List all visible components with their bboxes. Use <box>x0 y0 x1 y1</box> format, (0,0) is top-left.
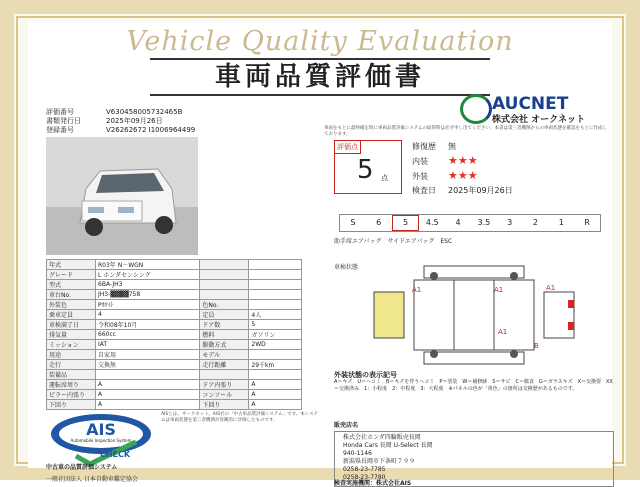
ais-sub: Automobile Inspection System <box>70 438 132 443</box>
legend-block <box>334 372 614 393</box>
damage-mark: A1 <box>494 286 504 294</box>
legend-text: A＝キズ U＝ヘコミ B＝キズを伴うヘコミ P＝塗装 W＝補修跡 S＝サビ C＝腐食 G＝ガラスキズ X＝交換要 XX＝交換済み 1：小程度 2：中程度 3：大程度 ※パネルの色が「黄色」の箇所は交換歴があるものです。 <box>334 379 613 392</box>
spec-value: 660cc <box>96 330 200 340</box>
spec-key: ミッション <box>47 340 96 350</box>
spec-row <box>47 380 302 390</box>
spec-value: A <box>96 380 200 390</box>
scale-step: 4 <box>455 218 461 227</box>
spec-key <box>200 260 249 270</box>
meta-block <box>46 108 195 135</box>
spec-value: 5 <box>249 320 302 330</box>
spec-key: 外装色 <box>47 300 96 310</box>
spec-key: 車検満了日 <box>47 320 96 330</box>
spec-value <box>249 260 302 270</box>
scale-step: 3.5 <box>477 218 491 227</box>
spec-value: 4 <box>96 310 200 320</box>
damage-mark: A1 <box>546 284 556 292</box>
ais-name: AIS <box>86 420 116 439</box>
spec-key: ピラー内張り <box>47 390 96 400</box>
star-icon: ★ <box>457 154 468 167</box>
spec-key: ドア内張り <box>200 380 249 390</box>
scale-step: S <box>350 218 356 227</box>
spec-value: IAT <box>96 340 200 350</box>
seller-tel: 0258-23-7785 <box>343 466 386 473</box>
spec-key <box>200 370 249 380</box>
star-icon: ★ <box>467 169 478 182</box>
spec-key <box>200 290 249 300</box>
seller-fax: 0258-23-7780 <box>343 474 386 481</box>
spec-key: 駆動方式 <box>200 340 249 350</box>
logo-corp: 株式会社 オークネット <box>492 115 586 125</box>
damage-mark: A1 <box>412 286 422 294</box>
car-outline-icon <box>334 262 614 366</box>
spec-key: 運転席周り <box>47 380 96 390</box>
grade-date <box>412 184 513 198</box>
spec-key: 型式 <box>47 280 96 290</box>
notice-text: 車両をもとに最終確定時に車両品質評価システムの取得時は必ず申し出てください。本書は第三者機関からの車両状態を確認をもとに作成しております。 <box>324 126 608 137</box>
spec-row <box>47 280 302 290</box>
grade-exterior <box>412 169 513 184</box>
damage-diagram <box>334 262 614 366</box>
spec-row <box>47 370 302 380</box>
car-photo <box>46 137 198 255</box>
grade-value: 2025年09月26日 <box>448 186 513 195</box>
spec-value: 自家用 <box>96 350 200 360</box>
spec-value: 4人 <box>249 310 302 320</box>
ais-block <box>46 406 326 470</box>
spec-row <box>47 300 302 310</box>
meta-label: 評価番号 <box>46 108 74 116</box>
seller-heading: 販売店名 <box>334 422 359 429</box>
evaluation-panel <box>334 140 610 206</box>
spec-row <box>47 350 302 360</box>
scale-step: 3 <box>507 218 513 227</box>
grade-interior <box>412 154 513 169</box>
logo-name: AUCNET <box>492 94 569 114</box>
meta-row <box>46 117 195 126</box>
scale-step: 5 <box>392 215 420 231</box>
spec-key: 走行 <box>47 360 96 370</box>
seller-name: 株式会社ホンダ四輪販売長岡 <box>343 434 421 441</box>
spec-value <box>249 280 302 290</box>
meta-row <box>46 108 195 117</box>
damage-mark: B <box>534 342 539 350</box>
spec-value <box>249 370 302 380</box>
ais-org: 一般社団法人 日本自動車鑑定協会 <box>46 476 138 483</box>
spec-key: グレード <box>47 270 96 280</box>
spec-value: Pﾎﾜｲﾄ <box>96 300 200 310</box>
grade-key: 外装 <box>412 172 428 181</box>
score-box <box>334 140 402 194</box>
score-unit: 点 <box>381 174 388 182</box>
seller-block <box>334 420 614 487</box>
spec-key: 用途 <box>47 350 96 360</box>
spec-value <box>96 370 200 380</box>
seller-branch: Honda Cars 長岡 U-Select 長岡 <box>343 442 433 449</box>
grade-list <box>412 140 513 198</box>
spec-value: JH3-▓▓▓▓758 <box>96 290 200 300</box>
seller-address: 新潟県長岡市下条町７９９ <box>343 458 416 465</box>
score-scale <box>339 214 601 232</box>
damage-mark: A1 <box>498 328 508 336</box>
meta-row <box>46 126 195 135</box>
score-value: 5 <box>357 155 374 185</box>
ais-caption: 中古車の品質評価システム <box>46 464 118 471</box>
scale-step: R <box>584 218 590 227</box>
star-icon: ★ <box>457 169 468 182</box>
meta-value: V26262672 I1006964499 <box>106 126 196 134</box>
ais-logo <box>46 412 156 468</box>
star-icon: ★ <box>467 154 478 167</box>
ais-note: AISとは、オークネット、AIS社の「中古車品質評価システム」です。本システムは車両状態を第三者機関が客観的に評価したものです。 <box>161 412 319 423</box>
spec-key: 定員 <box>200 310 249 320</box>
meta-value: V630458005732465B <box>106 108 183 116</box>
equipment-text: 助手席エアバッグ サイドエアバッグ ESC <box>334 238 453 245</box>
spec-key: 排気量 <box>47 330 96 340</box>
grade-value: 無 <box>448 142 456 151</box>
star-icon: ★ <box>448 169 458 182</box>
spec-key: 走行距離 <box>200 360 249 370</box>
aucnet-logo <box>460 94 610 126</box>
spec-value: A <box>96 400 200 410</box>
spec-key: 燃料 <box>200 330 249 340</box>
spec-value: A <box>249 400 302 410</box>
page-title: 車両品質評価書 <box>150 58 490 96</box>
legend-heading: 外装状態の表示記号 <box>334 371 397 379</box>
spec-value: A <box>249 390 302 400</box>
spec-key: ドア数 <box>200 320 249 330</box>
spec-row <box>47 390 302 400</box>
spec-value: 交換無 <box>96 360 200 370</box>
certificate-paper <box>28 22 613 487</box>
seller-zip: 940-1146 <box>343 450 372 457</box>
script-title: Vehicle Quality Evaluation <box>126 26 514 57</box>
spec-row <box>47 260 302 270</box>
spec-row <box>47 340 302 350</box>
spec-row <box>47 330 302 340</box>
spec-value <box>249 270 302 280</box>
grade-repair <box>412 140 513 154</box>
meta-label: 書類発行日 <box>46 117 81 125</box>
spec-key: 装備品 <box>47 370 96 380</box>
spec-value: A <box>96 390 200 400</box>
spec-row <box>47 270 302 280</box>
spec-value: L ホンダセンシング <box>96 270 200 280</box>
spec-value <box>249 300 302 310</box>
spec-value <box>249 290 302 300</box>
spec-value: ガソリン <box>249 330 302 340</box>
spec-key <box>200 270 249 280</box>
spec-key: コンソール <box>200 390 249 400</box>
spec-key <box>200 280 249 290</box>
inspector-text: 検査実施機関：株式会社AIS <box>334 480 412 487</box>
exterior-stars <box>448 169 478 182</box>
spec-value: 29千km <box>249 360 302 370</box>
spec-row <box>47 360 302 370</box>
spec-key: モデル <box>200 350 249 360</box>
spec-value: 6BA-JH3 <box>96 280 200 290</box>
spec-table <box>46 259 302 410</box>
spec-key: 下回り <box>200 400 249 410</box>
spec-key: 年式 <box>47 260 96 270</box>
interior-stars <box>448 154 478 167</box>
spec-row <box>47 310 302 320</box>
star-icon: ★ <box>448 154 458 167</box>
spec-key: 乗車定員 <box>47 310 96 320</box>
spec-row <box>47 320 302 330</box>
diagram-label: 車検状態 <box>334 264 359 271</box>
spec-key: 下回り <box>47 400 96 410</box>
meta-label: 登録番号 <box>46 126 74 134</box>
spec-row <box>47 290 302 300</box>
spec-value: 令和08年10月 <box>96 320 200 330</box>
spec-value: R03年 N－WGN <box>96 260 200 270</box>
scale-step: 2 <box>532 218 539 227</box>
aucnet-mark-icon <box>460 94 492 124</box>
scale-step: 6 <box>376 218 382 227</box>
grade-key: 検査日 <box>412 186 436 195</box>
grade-key: 内装 <box>412 157 428 166</box>
score-label: 評価点 <box>335 141 361 154</box>
spec-value: A <box>249 380 302 390</box>
ais-check: CHECK <box>100 450 131 459</box>
scale-step: 1 <box>558 218 564 227</box>
spec-value <box>249 350 302 360</box>
grade-key: 修復歴 <box>412 142 436 151</box>
spec-key: 色No. <box>200 300 249 310</box>
spec-value: 2WD <box>249 340 302 350</box>
scale-step: 4.5 <box>425 218 439 227</box>
meta-value: 2025年09月26日 <box>106 117 163 125</box>
car-illustration-icon <box>46 137 198 255</box>
spec-key: 車台No. <box>47 290 96 300</box>
